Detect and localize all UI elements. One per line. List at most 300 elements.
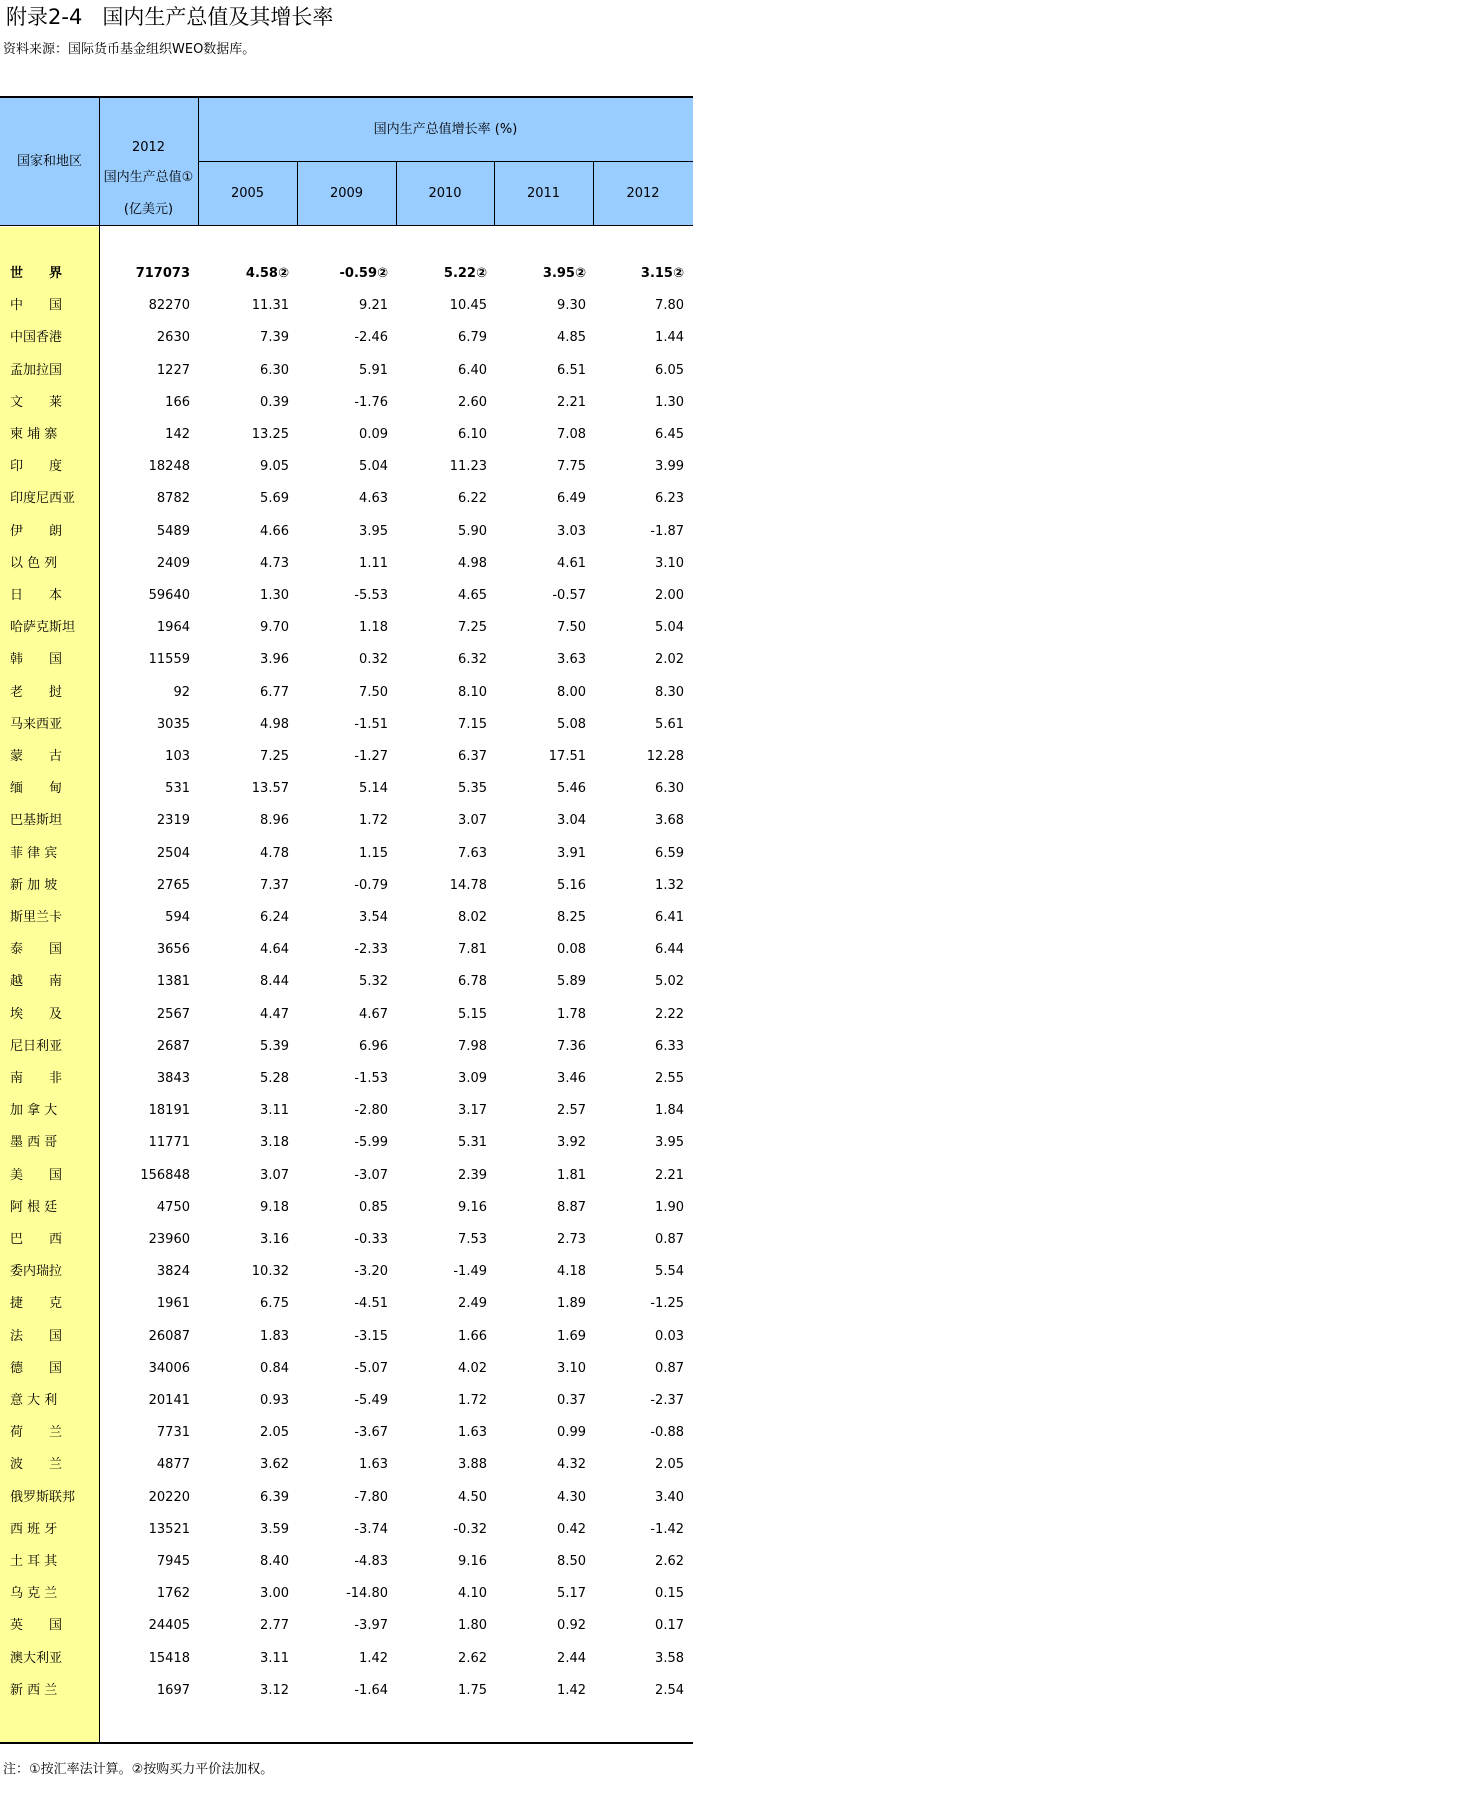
region-header: 国家和地区 [16,154,82,169]
growth-rate-2010: 5.35 [458,781,487,797]
growth-rate-2009: -0.59② [339,266,388,281]
growth-rate-2005: 6.77 [260,684,289,700]
growth-rate-2011: 4.61 [557,555,586,571]
growth-rate-2009: 1.63 [359,1457,388,1473]
table-row [0,1578,693,1610]
growth-rate-2005: 11.31 [251,298,289,314]
growth-rate-2010: 7.98 [458,1038,487,1054]
growth-rate-2010: 1.63 [458,1425,487,1441]
growth-rate-2009: -2.46 [354,330,388,346]
growth-rate-2011: 1.42 [557,1682,586,1698]
region-name: 蒙 古 [10,749,63,764]
gdp-value: 18191 [148,1103,190,1119]
growth-rate-2010: 8.10 [458,684,487,700]
gdp-value: 1381 [156,974,190,990]
page-title: 附录2-4 国内生产总值及其增长率 [6,5,334,29]
growth-rate-2005: 7.25 [260,749,289,764]
region-name: 墨 西 哥 [10,1135,58,1151]
growth-rate-2009: -3.15 [354,1328,388,1344]
growth-rate-2005: 8.44 [260,974,289,990]
growth-rate-2009: 1.72 [359,813,388,829]
growth-rate-2005: 5.28 [260,1071,289,1086]
growth-rate-2012: 0.15 [655,1586,684,1602]
growth-rate-2011: 17.51 [548,749,586,764]
table-row [0,741,693,773]
gdp-value: 3035 [156,716,190,732]
growth-rate-2005: 6.24 [260,910,289,925]
growth-rate-2005: 3.12 [260,1682,289,1698]
growth-rate-2010: 6.22 [458,491,487,507]
growth-rate-2010: 8.02 [458,910,487,925]
table-row [0,1514,693,1546]
growth-rate-2009: -0.33 [354,1232,388,1247]
growth-rate-2012: 2.22 [655,1006,684,1022]
growth-rate-2011: 2.44 [557,1650,586,1666]
growth-rate-2009: -3.67 [354,1425,388,1441]
growth-rate-2010: 6.32 [458,652,487,668]
growth-rate-2012: -1.42 [650,1521,684,1537]
growth-rate-2012: 0.87 [655,1360,684,1376]
growth-rate-2010: 6.37 [458,749,487,764]
table-row [0,1288,693,1320]
growth-rate-2010: 10.45 [449,298,487,314]
growth-rate-2010: 2.39 [458,1167,487,1183]
region-name: 马来西亚 [10,716,63,732]
region-name: 尼日利亚 [10,1038,63,1054]
growth-rate-2009: -5.99 [354,1135,388,1151]
year-header: 2011 [526,186,561,201]
growth-rate-2009: -4.51 [354,1296,388,1312]
table-row [0,966,693,998]
growth-rate-2009: -3.07 [354,1167,388,1183]
growth-rate-2012: 6.05 [655,362,684,378]
table-row [0,709,693,741]
growth-rate-2011: 5.17 [557,1586,586,1602]
gdp-value: 531 [165,781,190,797]
growth-rate-2009: 1.11 [359,555,388,571]
region-name: 新 西 兰 [10,1682,58,1698]
region-name: 以 色 列 [10,555,58,571]
growth-rate-2005: 0.39 [260,394,289,410]
growth-rate-2009: -5.53 [354,588,388,603]
growth-rate-2009: -5.07 [354,1360,388,1376]
gdp-value: 3843 [156,1071,190,1086]
growth-rate-2011: 6.51 [557,362,586,378]
growth-rate-2005: 3.16 [260,1232,289,1247]
growth-rate-2010: 1.66 [458,1328,487,1344]
gdp-value: 34006 [148,1360,190,1376]
growth-rate-2005: 13.57 [251,781,289,797]
growth-rate-2005: 4.64 [260,942,289,958]
growth-rate-2009: 1.42 [359,1650,388,1666]
growth-rate-2005: 3.96 [260,652,289,668]
table-row [0,773,693,805]
growth-rate-2005: 3.18 [260,1135,289,1151]
growth-rate-2012: 6.45 [655,427,684,442]
growth-rate-2012: 0.87 [655,1232,684,1247]
table-row [0,677,693,709]
growth-rate-2010: 9.16 [458,1199,487,1215]
region-name: 缅 甸 [10,781,63,797]
gdp-value: 82270 [148,298,190,314]
growth-rate-2010: 6.40 [458,362,487,378]
growth-rate-2009: -2.80 [354,1103,388,1119]
growth-rate-2010: -0.32 [453,1521,487,1537]
growth-rate-2009: -1.76 [354,394,388,410]
growth-rate-2005: 9.05 [260,459,289,475]
region-name: 巴基斯坦 [10,813,63,829]
gdp-value: 3824 [156,1264,190,1280]
growth-rate-2012: 3.68 [655,813,684,829]
region-name: 老 挝 [10,684,63,700]
growth-rate-2012: 6.44 [655,942,684,958]
growth-rate-2012: -1.87 [650,523,684,539]
header-divider [199,161,693,162]
year-header: 2010 [428,186,462,201]
growth-rate-2012: 6.30 [655,781,684,797]
region-name: 泰 国 [10,942,63,958]
growth-rate-2009: 7.50 [359,684,388,700]
growth-rate-2005: 1.30 [260,588,289,603]
table-row [0,1160,693,1192]
growth-rate-2010: 3.17 [458,1103,487,1119]
growth-rate-header: 国内生产总值增长率 (%) [373,122,518,137]
growth-rate-2012: 1.84 [655,1103,684,1119]
table-row [0,870,693,902]
table-row [0,1127,693,1159]
growth-rate-2011: 3.92 [557,1135,586,1151]
growth-rate-2009: -1.51 [354,716,388,732]
region-name: 印度尼西亚 [10,491,76,507]
table-row [0,1417,693,1449]
gdp-value: 18248 [148,459,190,475]
region-name: 阿 根 廷 [10,1199,58,1215]
header-divider [198,98,199,226]
growth-rate-2010: 5.31 [458,1135,487,1151]
growth-rate-2011: 9.30 [557,298,586,314]
growth-rate-2011: 0.37 [557,1393,586,1408]
region-name: 斯里兰卡 [10,910,63,925]
gdp-value: 20220 [148,1489,190,1505]
growth-rate-2010: 7.81 [458,942,487,958]
gdp-value: 20141 [148,1393,190,1408]
table-row [0,451,693,483]
growth-rate-2012: 7.80 [655,298,684,314]
growth-rate-2005: 2.05 [260,1425,289,1441]
gdp-value: 8782 [156,491,190,507]
table-row [0,1385,693,1417]
region-name: 埃 及 [10,1006,63,1022]
growth-rate-2009: -3.20 [354,1264,388,1280]
region-name: 柬 埔 寨 [10,427,58,442]
growth-rate-2012: 3.99 [655,459,684,475]
growth-rate-2009: 0.09 [359,427,388,442]
growth-rate-2012: 2.21 [655,1167,684,1183]
region-name: 土 耳 其 [10,1554,58,1569]
growth-rate-2009: -0.79 [354,877,388,893]
region-name: 韩 国 [10,652,63,668]
gdp-label-header: 国内生产总值① [103,170,194,185]
growth-rate-2010: 7.25 [458,620,487,636]
region-name: 中 国 [10,298,63,314]
growth-rate-2012: 3.58 [655,1650,684,1666]
growth-rate-2009: 0.32 [359,652,388,668]
growth-rate-2010: 4.98 [458,555,487,571]
table-row [0,1353,693,1385]
growth-rate-2009: 4.67 [359,1006,388,1022]
region-name: 哈萨克斯坦 [10,620,76,636]
growth-rate-2011: 7.36 [557,1038,586,1054]
growth-rate-2011: 0.99 [557,1425,586,1441]
growth-rate-2012: 12.28 [646,749,684,764]
growth-rate-2005: 5.39 [260,1038,289,1054]
growth-rate-2010: 2.60 [458,394,487,410]
growth-rate-2005: 3.59 [260,1521,289,1537]
table-row [0,322,693,354]
data-source: 资料来源：国际货币基金组织WEO数据库。 [3,42,256,57]
growth-rate-2005: 10.32 [251,1264,289,1280]
growth-rate-2012: -1.25 [650,1296,684,1312]
year-header: 2009 [329,186,364,201]
region-name: 世 界 [10,266,63,281]
growth-rate-2009: -4.83 [354,1554,388,1569]
growth-rate-2010: 14.78 [449,877,487,893]
gdp-value: 2567 [156,1006,190,1022]
growth-rate-2012: 2.05 [655,1457,684,1473]
growth-rate-2012: 5.04 [655,620,684,636]
region-name: 巴 西 [10,1232,63,1247]
growth-rate-2009: -1.27 [354,749,388,764]
growth-rate-2012: -2.37 [650,1393,684,1408]
gdp-value: 2687 [156,1038,190,1054]
table-row [0,1095,693,1127]
growth-rate-2011: 7.75 [557,459,586,475]
growth-rate-2010: 7.63 [458,845,487,861]
growth-rate-2012: 3.10 [655,555,684,571]
growth-rate-2005: 13.25 [251,427,289,442]
growth-rate-2011: 2.73 [557,1232,586,1247]
growth-rate-2009: 3.54 [359,910,388,925]
gdp-value: 11771 [148,1135,190,1151]
growth-rate-2009: 1.18 [359,620,388,636]
growth-rate-2005: 0.93 [260,1393,289,1408]
growth-rate-2010: 1.72 [458,1393,487,1408]
growth-rate-2005: 7.37 [260,877,289,893]
gdp-value: 4750 [156,1199,190,1215]
growth-rate-2005: 4.98 [260,716,289,732]
table-row [0,1546,693,1578]
gdp-value: 142 [165,427,190,442]
growth-rate-2005: 4.73 [260,555,289,571]
growth-rate-2011: 6.49 [557,491,586,507]
region-name: 加 拿 大 [10,1103,58,1119]
gdp-value: 92 [173,684,190,700]
growth-rate-2005: 6.30 [260,362,289,378]
growth-rate-2011: 4.85 [557,330,586,346]
gdp-value: 2504 [156,845,190,861]
growth-rate-2005: 5.69 [260,491,289,507]
growth-rate-2012: 3.15② [640,266,684,281]
region-name: 意 大 利 [10,1393,58,1408]
region-name: 孟加拉国 [10,362,63,378]
region-name: 俄罗斯联邦 [10,1489,76,1505]
growth-rate-2005: 0.84 [260,1360,289,1376]
year-header: 2005 [230,186,265,201]
gdp-value: 2765 [156,877,190,893]
region-name: 伊 朗 [10,523,63,539]
growth-rate-2010: 6.79 [458,330,487,346]
growth-rate-2012: 3.95 [655,1135,684,1151]
region-name: 英 国 [10,1618,63,1634]
growth-rate-2005: 3.00 [260,1586,289,1602]
region-name: 南 非 [10,1071,63,1086]
table-row [0,355,693,387]
growth-rate-2012: 6.33 [655,1038,684,1054]
table-row [0,1031,693,1063]
growth-rate-2012: 6.23 [655,491,684,507]
growth-rate-2012: 2.54 [655,1682,684,1698]
growth-rate-2012: 8.30 [655,684,684,700]
growth-rate-2010: 4.65 [458,588,487,603]
region-name: 捷 克 [10,1296,63,1312]
table-row [0,934,693,966]
growth-rate-2011: 8.00 [557,684,586,700]
gdp-value: 2630 [156,330,190,346]
growth-rate-2005: 3.11 [260,1650,289,1666]
growth-rate-2011: 0.08 [557,942,586,958]
growth-rate-2011: 3.91 [557,845,586,861]
growth-rate-2010: 2.49 [458,1296,487,1312]
growth-rate-2011: 2.21 [557,394,586,410]
growth-rate-2005: 1.83 [260,1328,289,1344]
table-row [0,548,693,580]
table-row [0,1449,693,1481]
growth-rate-2011: 5.16 [557,877,586,893]
growth-rate-2005: 9.18 [260,1199,289,1215]
gdp-value: 26087 [148,1328,190,1344]
growth-rate-2005: 6.75 [260,1296,289,1312]
gdp-value: 103 [165,749,190,764]
gdp-value: 2409 [156,555,190,571]
growth-rate-2012: 2.55 [655,1071,684,1086]
region-name: 中国香港 [10,330,63,346]
growth-rate-2011: 1.89 [557,1296,586,1312]
table-row [0,1482,693,1514]
growth-rate-2005: 8.40 [260,1554,289,1569]
growth-rate-2011: 1.69 [557,1328,586,1344]
growth-rate-2011: 3.04 [557,813,586,829]
growth-rate-2010: 9.16 [458,1554,487,1569]
gdp-value: 4877 [156,1457,190,1473]
growth-rate-2005: 4.47 [260,1006,289,1022]
growth-rate-2011: 7.50 [557,620,586,636]
region-name: 澳大利亚 [10,1650,63,1666]
growth-rate-2010: 4.02 [458,1360,487,1376]
growth-rate-2011: 3.10 [557,1360,586,1376]
growth-rate-2012: 1.32 [655,877,684,893]
header-bottom-rule [0,225,693,226]
growth-rate-2010: 6.78 [458,974,487,990]
region-name: 文 莱 [10,394,63,410]
table-row [0,838,693,870]
growth-rate-2011: 4.32 [557,1457,586,1473]
gdp-value: 5489 [156,523,190,539]
gdp-value: 1964 [156,620,190,636]
growth-rate-2011: 3.63 [557,652,586,668]
growth-rate-2010: 5.15 [458,1006,487,1022]
region-name: 委内瑞拉 [10,1264,63,1280]
growth-rate-2010: 4.10 [458,1586,487,1602]
table-row [0,1063,693,1095]
growth-rate-2005: 3.11 [260,1103,289,1119]
table-row [0,1256,693,1288]
gdp-value: 1961 [156,1296,190,1312]
growth-rate-2011: 0.92 [557,1618,586,1634]
growth-rate-2011: 4.30 [557,1489,586,1505]
growth-rate-2012: 0.17 [655,1618,684,1634]
growth-rate-2012: 6.59 [655,845,684,861]
growth-rate-2009: 5.91 [359,362,388,378]
table-row [0,1643,693,1675]
growth-rate-2009: 3.95 [359,523,388,539]
growth-rate-2005: 6.39 [260,1489,289,1505]
growth-rate-2011: 2.57 [557,1103,586,1119]
growth-rate-2012: 2.62 [655,1554,684,1569]
growth-rate-2011: 8.25 [557,910,586,925]
growth-rate-2011: 5.46 [557,781,586,797]
growth-rate-2010: 3.88 [458,1457,487,1473]
region-name: 波 兰 [10,1457,63,1473]
growth-rate-2011: 8.87 [557,1199,586,1215]
table-row [0,1321,693,1353]
table-bottom-rule [0,1742,693,1744]
growth-rate-2012: 3.40 [655,1489,684,1505]
growth-rate-2010: 3.09 [458,1071,487,1086]
region-name: 日 本 [10,588,63,603]
gdp-value: 717073 [135,266,190,281]
growth-rate-2012: 2.02 [655,652,684,668]
gdp-value: 7731 [156,1425,190,1441]
region-name: 新 加 坡 [10,877,58,893]
growth-rate-2005: 9.70 [260,620,289,636]
growth-rate-2010: 1.75 [458,1682,487,1698]
table-row [0,1610,693,1642]
growth-rate-2012: 5.54 [655,1264,684,1280]
growth-rate-2011: 3.95② [542,266,586,281]
growth-rate-2005: 7.39 [260,330,289,346]
footnote: 注：①按汇率法计算。②按购买力平价法加权。 [3,1762,274,1777]
growth-rate-2010: -1.49 [453,1264,487,1280]
gdp-value: 156848 [140,1167,190,1183]
growth-rate-2011: -0.57 [552,588,586,603]
growth-rate-2011: 0.42 [557,1521,586,1537]
table-row [0,387,693,419]
growth-rate-2011: 7.08 [557,427,586,442]
growth-rate-2011: 1.81 [557,1167,586,1183]
growth-rate-2005: 4.66 [260,523,289,539]
growth-rate-2012: 5.02 [655,974,684,990]
gdp-value: 7945 [156,1554,190,1569]
table-row [0,644,693,676]
growth-rate-2009: 9.21 [359,298,388,314]
growth-rate-2009: 4.63 [359,491,388,507]
growth-rate-2009: -3.97 [354,1618,388,1634]
table-row [0,902,693,934]
gdp-value: 59640 [148,588,190,603]
growth-rate-2005: 2.77 [260,1618,289,1634]
growth-rate-2005: 4.78 [260,845,289,861]
table-row [0,419,693,451]
